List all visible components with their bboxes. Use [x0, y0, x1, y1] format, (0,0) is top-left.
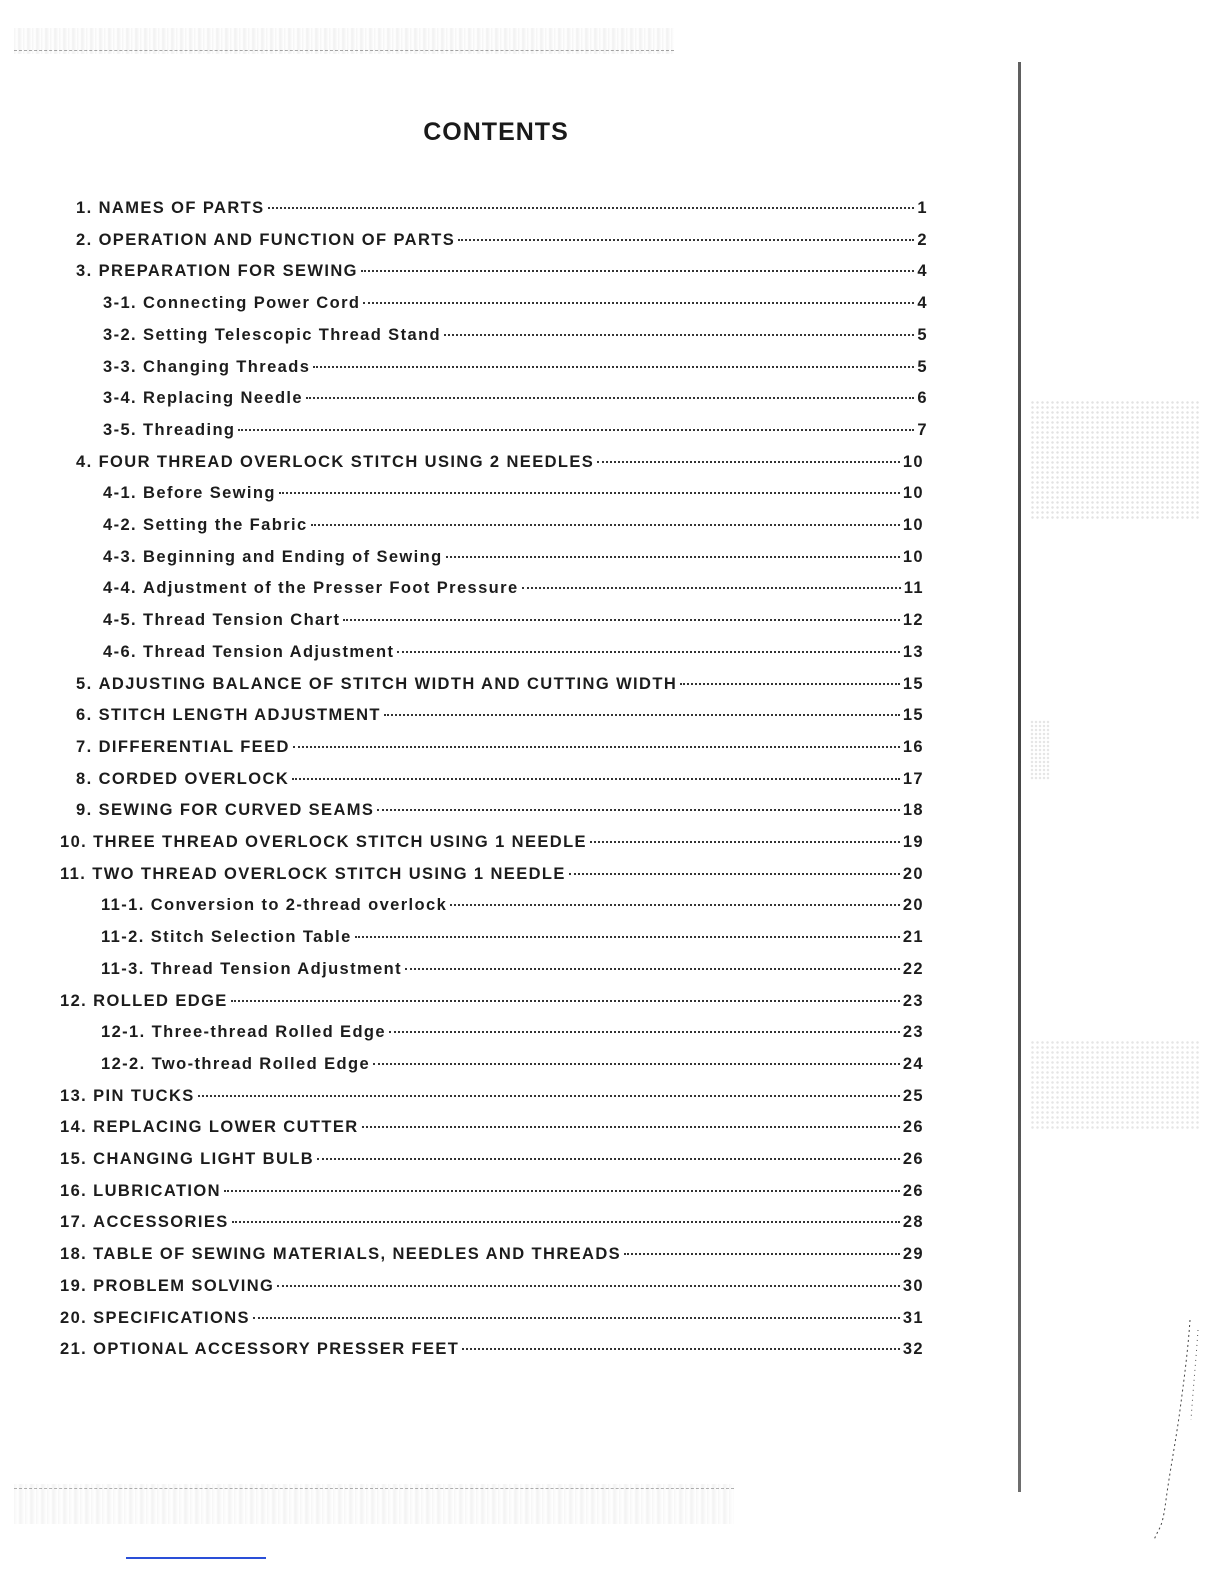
toc-entry-page-number: 32 [902, 1340, 924, 1359]
dot-leader [268, 207, 915, 209]
dot-leader [279, 492, 900, 494]
toc-entry-label: CHANGING LIGHT BULB [93, 1150, 315, 1168]
toc-subentry [103, 516, 924, 546]
toc-entry-label: PROBLEM SOLVING [93, 1276, 275, 1295]
toc-entry-label: Two-thread Rolled Edge [151, 1054, 371, 1073]
toc-entry-label: Adjustment of the Presser Foot Pressure [143, 579, 519, 598]
toc-entry [76, 738, 924, 768]
toc-subentry [103, 358, 928, 388]
toc-entry-page-number: 15 [902, 706, 924, 725]
page-edge-shadow [1018, 62, 1021, 1492]
toc-entry-page-number: 19 [902, 833, 924, 851]
dot-leader [450, 904, 900, 906]
toc-entry-number: 3-5. [103, 420, 138, 439]
toc-entry-number: 7. [76, 737, 93, 756]
toc-entry-label: NAMES OF PARTS [98, 199, 265, 217]
toc-subentry [101, 1023, 924, 1053]
dot-leader [224, 1190, 900, 1192]
scan-noise-bottom [14, 1484, 734, 1524]
toc-entry [60, 1150, 924, 1180]
toc-subentry [103, 611, 924, 641]
toc-entry-number: 3-3. [103, 357, 138, 376]
toc-entry-page-number: 12 [902, 611, 924, 630]
toc-entry-page-number: 20 [902, 896, 924, 915]
dot-leader [590, 841, 900, 843]
scan-noise-top-line [14, 50, 674, 52]
scan-stipple [1030, 1040, 1200, 1130]
toc-subentry [103, 389, 928, 419]
dot-leader [446, 556, 900, 558]
toc-entry-page-number: 22 [902, 959, 924, 978]
toc-entry-number: 19. [60, 1276, 88, 1295]
dot-leader [522, 587, 901, 589]
toc-entry [60, 1245, 924, 1275]
toc-entry-page-number: 24 [902, 1054, 924, 1073]
toc-entry-label: THREE THREAD OVERLOCK STITCH USING 1 NEEDLE [93, 833, 587, 851]
toc-entry [60, 1118, 924, 1148]
toc-entry-page-number: 23 [902, 1023, 924, 1042]
toc-entry-label: TWO THREAD OVERLOCK STITCH USING 1 NEEDLE [92, 864, 566, 883]
dot-leader [377, 809, 900, 811]
toc-entry-number: 16. [60, 1181, 88, 1200]
toc-subentry [101, 1055, 924, 1085]
toc-entry-page-number: 15 [902, 674, 924, 693]
toc-entry-page-number: 13 [902, 642, 924, 661]
toc-entry-label: Before Sewing [143, 484, 276, 503]
dot-leader [458, 239, 914, 241]
toc-entry [60, 1213, 924, 1243]
toc-entry-label: Replacing Needle [143, 389, 303, 408]
toc-entry-label: OPERATION AND FUNCTION OF PARTS [98, 230, 456, 249]
dot-leader [313, 366, 914, 368]
toc-entry-label: Conversion to 2-thread overlock [150, 896, 448, 915]
toc-entry-label: SEWING FOR CURVED SEAMS [98, 801, 375, 820]
dot-leader [597, 461, 900, 463]
dot-leader [397, 651, 899, 653]
toc-entry-page-number: 26 [902, 1118, 924, 1137]
toc-entry-number: 6. [76, 706, 93, 725]
toc-entry-page-number: 23 [902, 991, 924, 1010]
toc-entry [60, 833, 924, 863]
toc-entry-label: TABLE OF SEWING MATERIALS, NEEDLES AND THREADS [93, 1245, 622, 1264]
dot-leader [405, 968, 900, 970]
toc-subentry [103, 421, 928, 451]
toc-entry-page-number: 10 [902, 547, 924, 566]
toc-entry-page-number: 21 [902, 928, 924, 947]
toc-entry-number: 17. [60, 1213, 88, 1232]
toc-entry-label: Stitch Selection Table [150, 928, 352, 947]
toc-subentry [103, 643, 924, 673]
scan-stipple [1030, 400, 1200, 520]
toc-subentry [103, 579, 924, 609]
toc-entry-page-number: 20 [902, 864, 924, 883]
toc-entry-page-number: 1 [917, 199, 928, 217]
toc-entry [76, 801, 924, 831]
dot-leader [277, 1285, 900, 1287]
toc-entry-number: 1. [76, 199, 93, 217]
dot-leader [343, 619, 900, 621]
dot-leader [311, 524, 900, 526]
toc-entry-page-number: 10 [902, 516, 924, 534]
toc-entry-label: STITCH LENGTH ADJUSTMENT [98, 706, 381, 725]
toc-entry-number: 3-1. [103, 294, 138, 313]
toc-entry-number: 21. [60, 1340, 88, 1359]
toc-entry-label: FOUR THREAD OVERLOCK STITCH USING 2 NEEDLES [98, 452, 595, 471]
toc-entry-number: 4-3. [103, 547, 138, 566]
toc-entry-number: 13. [60, 1086, 88, 1105]
toc-entry-page-number: 18 [902, 801, 924, 820]
dot-leader [389, 1031, 900, 1033]
toc-entry-page-number: 30 [902, 1276, 924, 1295]
toc-entry-number: 4. [76, 452, 93, 471]
toc-entry [60, 1182, 924, 1212]
toc-subentry [101, 928, 924, 958]
toc-entry [76, 231, 928, 261]
toc-entry-number: 14. [60, 1118, 88, 1137]
toc-entry [60, 865, 924, 895]
toc-entry-number: 9. [76, 801, 93, 820]
scan-scribble-mark [1140, 1320, 1200, 1540]
toc-entry-page-number: 5 [917, 325, 928, 344]
toc-entry-page-number: 28 [902, 1213, 924, 1232]
dot-leader [444, 334, 914, 336]
toc-entry-page-number: 31 [902, 1308, 924, 1327]
toc-entry-number: 10. [60, 833, 88, 851]
toc-entry-label: Three-thread Rolled Edge [151, 1023, 386, 1042]
toc-entry-number: 4-2. [103, 516, 138, 534]
dot-leader [293, 746, 900, 748]
toc-entry-number: 4-1. [103, 484, 138, 503]
toc-entry [76, 199, 928, 229]
dot-leader [238, 429, 914, 431]
page-title: CONTENTS [423, 118, 569, 146]
toc-entry-number: 12-1. [101, 1023, 146, 1042]
toc-entry-label: Thread Tension Chart [143, 611, 341, 630]
blue-underline-mark [126, 1557, 266, 1559]
toc-entry-label: OPTIONAL ACCESSORY PRESSER FEET [93, 1340, 460, 1359]
dot-leader [306, 397, 914, 399]
toc-entry-label: ROLLED EDGE [93, 991, 228, 1010]
toc-entry-number: 11-2. [101, 928, 145, 947]
toc-entry-label: Thread Tension Adjustment [143, 642, 395, 661]
toc-entry-label: Setting the Fabric [143, 516, 308, 534]
dot-leader [317, 1158, 900, 1160]
toc-entry-label: Threading [143, 420, 236, 439]
toc-entry [76, 706, 924, 736]
toc-entry [60, 1087, 924, 1117]
toc-entry-number: 11. [60, 864, 87, 883]
toc-entry-number: 3-2. [103, 325, 138, 344]
toc-entry [76, 262, 928, 292]
toc-entry-page-number: 5 [917, 357, 928, 376]
toc-entry-label: ACCESSORIES [93, 1213, 229, 1232]
toc-entry-page-number: 4 [917, 294, 928, 313]
toc-entry [60, 1277, 924, 1307]
toc-subentry [103, 326, 928, 356]
toc-entry-number: 4-4. [103, 579, 138, 598]
dot-leader [362, 1126, 900, 1128]
toc-entry-number: 18. [60, 1245, 88, 1264]
toc-entry-page-number: 4 [917, 262, 928, 281]
dot-leader [355, 936, 900, 938]
toc-entry-label: Setting Telescopic Thread Stand [143, 325, 442, 344]
toc-entry-page-number: 26 [902, 1181, 924, 1200]
toc-entry-label: REPLACING LOWER CUTTER [93, 1118, 359, 1137]
toc-entry-label: ADJUSTING BALANCE OF STITCH WIDTH AND CUTTING WIDTH [98, 674, 678, 693]
toc-entry-page-number: 25 [902, 1086, 924, 1105]
dot-leader [253, 1317, 900, 1319]
toc-entry-page-number: 16 [902, 737, 924, 756]
toc-entry-number: 3-4. [103, 389, 138, 408]
toc-subentry [101, 960, 924, 990]
dot-leader [462, 1348, 900, 1350]
toc-subentry [103, 294, 928, 324]
dot-leader [292, 778, 900, 780]
toc-entry-page-number: 26 [902, 1150, 924, 1168]
toc-entry-label: Thread Tension Adjustment [150, 959, 403, 978]
toc-entry [60, 992, 924, 1022]
toc-entry-label: LUBRICATION [93, 1181, 221, 1200]
toc-entry-number: 5. [76, 674, 93, 693]
toc-entry-label: Connecting Power Cord [143, 294, 361, 313]
toc-entry-number: 3. [76, 262, 93, 281]
toc-subentry [101, 896, 924, 926]
toc-subentry [103, 548, 924, 578]
toc-entry-label: Beginning and Ending of Sewing [143, 547, 443, 566]
toc-entry-page-number: 10 [902, 452, 924, 471]
toc-entry-page-number: 17 [902, 769, 924, 788]
toc-entry-number: 8. [76, 769, 93, 788]
dot-leader [569, 873, 900, 875]
toc-entry-number: 12. [60, 991, 88, 1010]
scan-noise-bottom-line [14, 1488, 734, 1490]
toc-entry-page-number: 2 [917, 230, 928, 249]
toc-entry-label: CORDED OVERLOCK [98, 769, 290, 788]
toc-entry-label: Changing Threads [143, 357, 311, 376]
toc-entry-page-number: 10 [902, 484, 924, 503]
dot-leader [232, 1221, 900, 1223]
toc-entry-number: 2. [76, 230, 93, 249]
dot-leader [198, 1095, 900, 1097]
toc-entry-label: PIN TUCKS [93, 1086, 195, 1105]
dot-leader [361, 270, 915, 272]
toc-entry-label: DIFFERENTIAL FEED [98, 737, 290, 756]
dot-leader [680, 683, 900, 685]
toc-entry-page-number: 11 [903, 579, 924, 598]
dot-leader [373, 1063, 900, 1065]
toc-entry [60, 1309, 924, 1339]
toc-entry [76, 675, 924, 705]
toc-entry-number: 11-3. [101, 959, 145, 978]
toc-entry-number: 4-6. [103, 642, 138, 661]
toc-entry-number: 12-2. [101, 1054, 146, 1073]
toc-entry-number: 4-5. [103, 611, 138, 630]
toc-entry-number: 11-1. [101, 896, 145, 915]
toc-entry [76, 770, 924, 800]
toc-entry-page-number: 7 [917, 420, 928, 439]
dot-leader [384, 714, 900, 716]
dot-leader [363, 302, 914, 304]
dot-leader [624, 1253, 900, 1255]
toc-entry-label: PREPARATION FOR SEWING [98, 262, 358, 281]
toc-entry-label: SPECIFICATIONS [93, 1308, 250, 1327]
toc-entry-page-number: 29 [902, 1245, 924, 1264]
dot-leader [231, 1000, 900, 1002]
toc-entry [60, 1340, 924, 1370]
toc-entry-number: 20. [60, 1308, 88, 1327]
scan-stipple [1030, 720, 1050, 780]
toc-entry-number: 15. [60, 1150, 88, 1168]
toc-subentry [103, 484, 924, 514]
toc-entry-page-number: 6 [917, 389, 928, 408]
toc-entry [76, 453, 924, 483]
